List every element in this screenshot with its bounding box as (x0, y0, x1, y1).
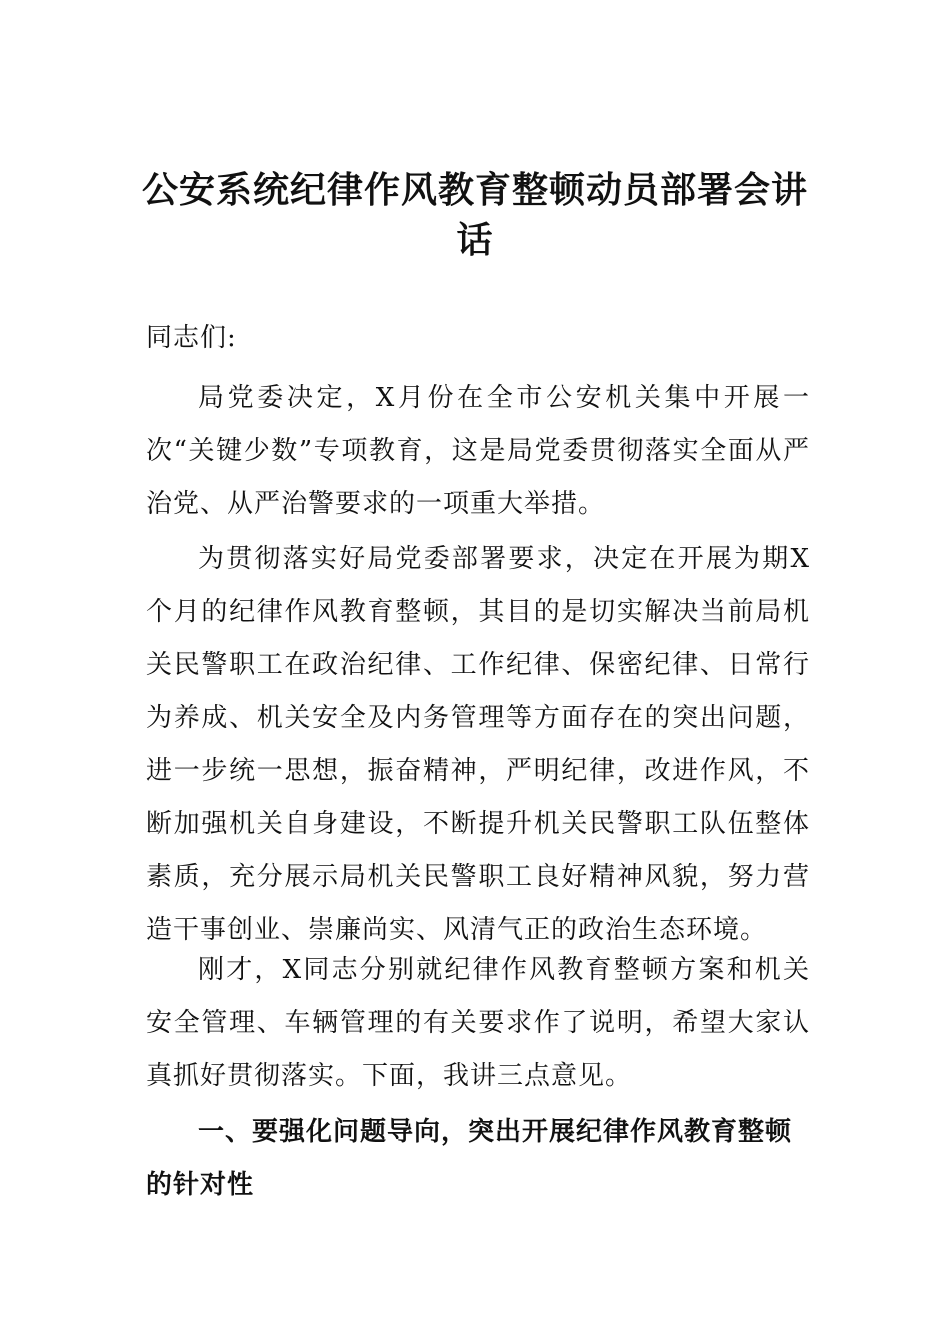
section-heading-1: 一、要强化问题导向，突出开展纪律作风教育整顿的针对性 (146, 1117, 793, 1200)
document-title: 公安系统纪律作风教育整顿动员部署会讲话 (141, 170, 808, 261)
salutation: 同志们: (146, 323, 237, 353)
paragraph-3: 刚才，X同志分别就纪律作风教育整顿方案和机关安全管理、车辆管理的有关要求作了说明，希望大家认真抓好贯彻落实。下面，我讲三点意见。 (146, 955, 810, 1091)
paragraph-2: 为贯彻落实好局党委部署要求，决定在开展为期X个月的纪律作风教育整顿，其目的是切实解决当前局机关民警职工在政治纪律、工作纪律、保密纪律、日常行为养成、机关安全及内务管理等方面存在的突出问题，进一步统一思想，振奋精神，严明纪律，改进作风，不断加强机关自身建设，不断提升机关民警职工队伍整体素质，充分展示局机关民警职工良好精神风貌，努力营造干事创业、崇廉尚实、风清气正的政治生态环境。 (146, 544, 810, 945)
paragraph-1: 局党委决定，X月份在全市公安机关集中开展一次“关键少数”专项教育，这是局党委贯彻落实全面从严治党、从严治警要求的一项重大举措。 (146, 383, 810, 519)
